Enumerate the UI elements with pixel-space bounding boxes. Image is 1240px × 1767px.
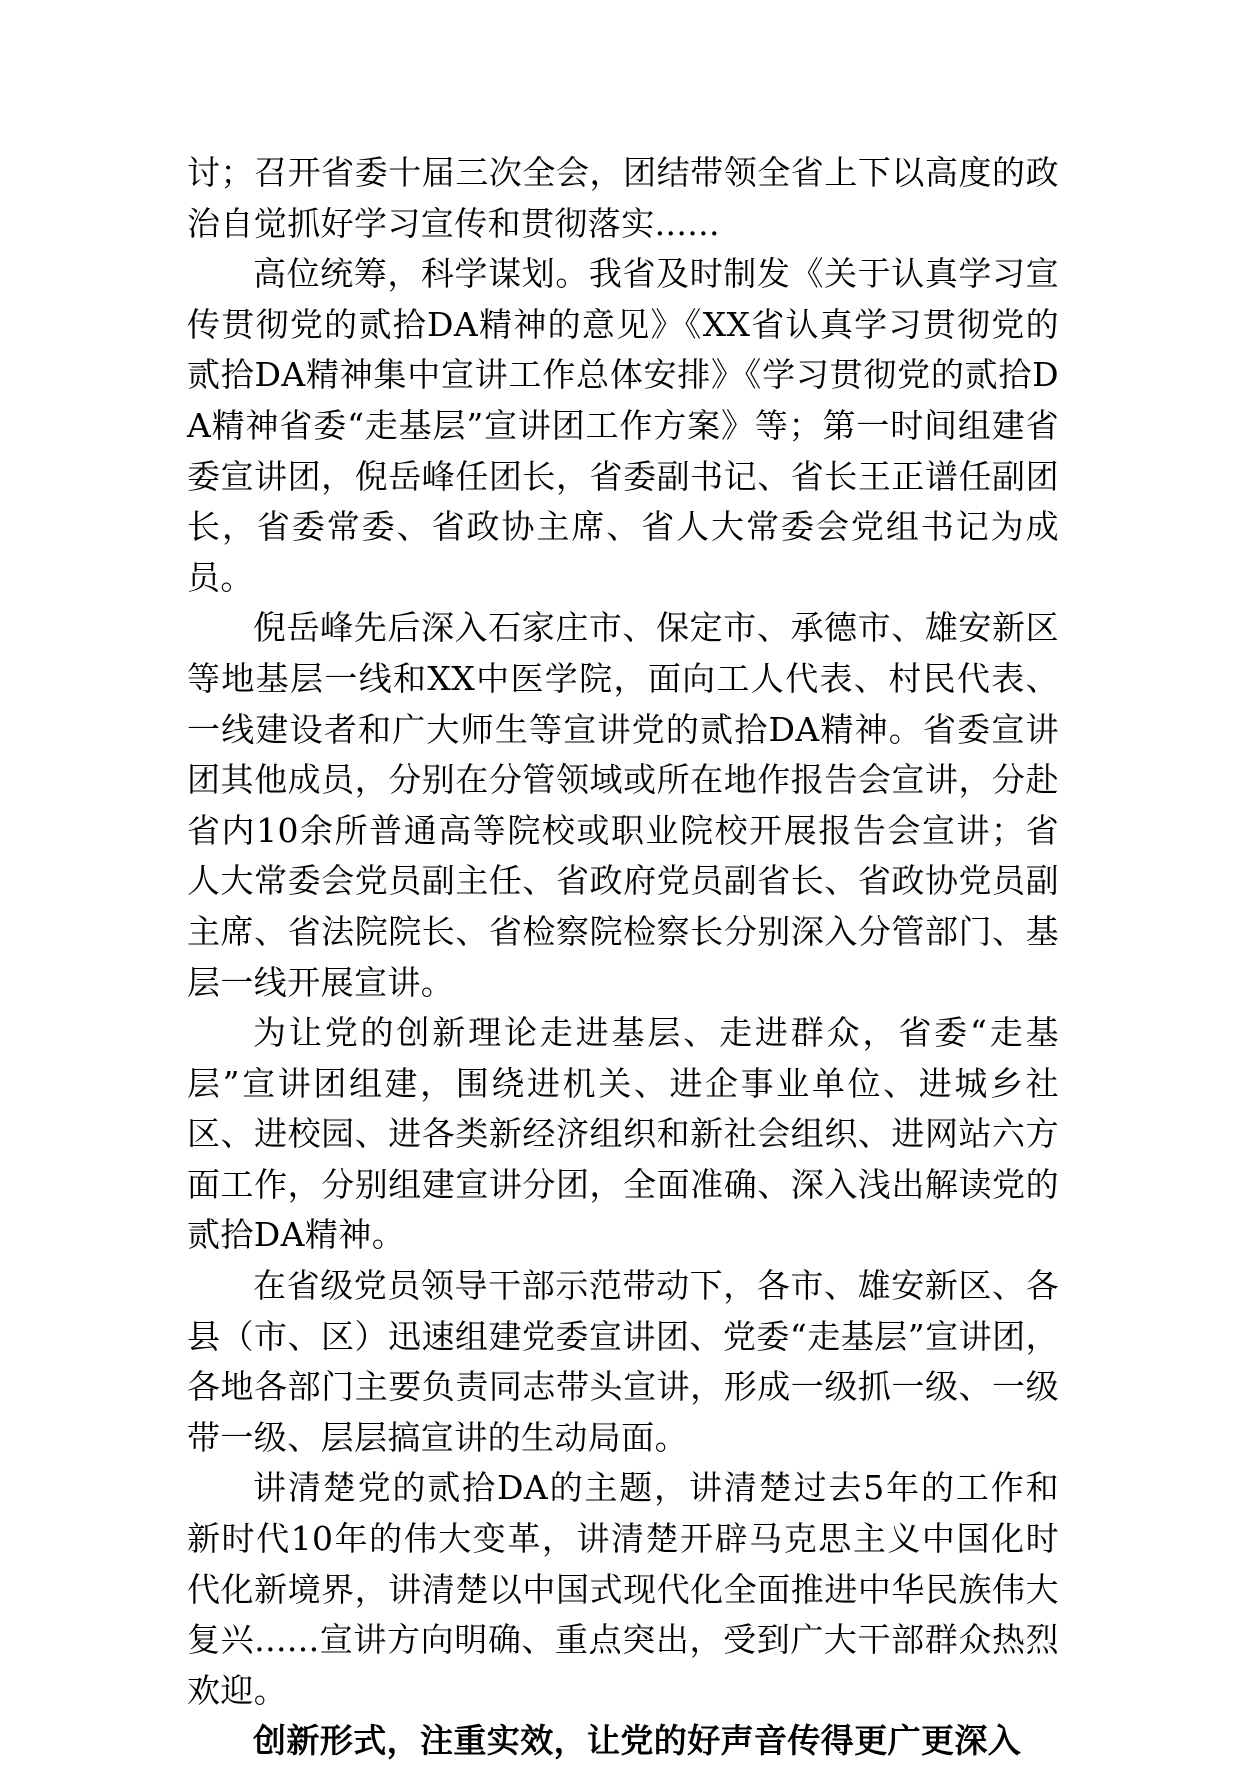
paragraph-leader-field-lectures: 倪岳峰先后深入石家庄市、保定市、承德市、雄安新区等地基层一线和XX中医学院，面向工人代表、村民代表、一线建设者和广大师生等宣讲党的贰拾DA精神。省委宣讲团其他成员，分别在分管领域或所在地作报告会宣讲，分赴省内10余所普通高等院校或职业院校开展报告会宣讲；省人大常委会党员副主任、省政府党员副省长、省政协党员副主席、省法院院长、省检察院检察长分别深入分管部门、基层一线开展宣讲。 <box>187 608 1059 1002</box>
paragraph-local-lecture-teams: 在省级党员领导干部示范带动下，各市、雄安新区、各县（市、区）迅速组建党委宣讲团、党委“走基层”宣讲团，各地各部门主要负责同志带头宣讲，形成一级抓一级、一级带一级、层层搞宣讲的生动局面。 <box>187 1266 1059 1457</box>
section-heading-innovative-forms: 创新形式，注重实效，让党的好声音传得更广更深入 <box>253 1721 1022 1761</box>
document-body <box>187 148 1059 1767</box>
paragraph-continuation: 讨；召开省委十届三次全会，团结带领全省上下以高度的政治自觉抓好学习宣传和贯彻落实...... <box>187 153 1059 243</box>
paragraph-lecture-themes: 讲清楚党的贰拾DA的主题，讲清楚过去5年的工作和新时代10年的伟大变革，讲清楚开辟马克思主义中国化时代化新境界，讲清楚以中国式现代化全面推进中华民族伟大复兴......宣讲方向明确、重点突出，受到广大干部群众热烈欢迎。 <box>187 1468 1059 1710</box>
paragraph-overall-planning: 高位统筹，科学谋划。我省及时制发《关于认真学习宣传贯彻党的贰拾DA精神的意见》《XX省认真学习贯彻党的贰拾DA精神集中宣讲工作总体安排》《学习贯彻党的贰拾DA精神省委“走基层”宣讲团工作方案》等；第一时间组建省委宣讲团，倪岳峰任团长，省委副书记、省长王正谱任副团长，省委常委、省政协主席、省人大常委会党组书记为成员。 <box>187 254 1059 597</box>
paragraph-grassroots-lecture-team: 为让党的创新理论走进基层、走进群众，省委“走基层”宣讲团组建，围绕进机关、进企事业单位、进城乡社区、进校园、进各类新经济组织和新社会组织、进网站六方面工作，分别组建宣讲分团，全面准确、深入浅出解读党的贰拾DA精神。 <box>187 1013 1059 1255</box>
